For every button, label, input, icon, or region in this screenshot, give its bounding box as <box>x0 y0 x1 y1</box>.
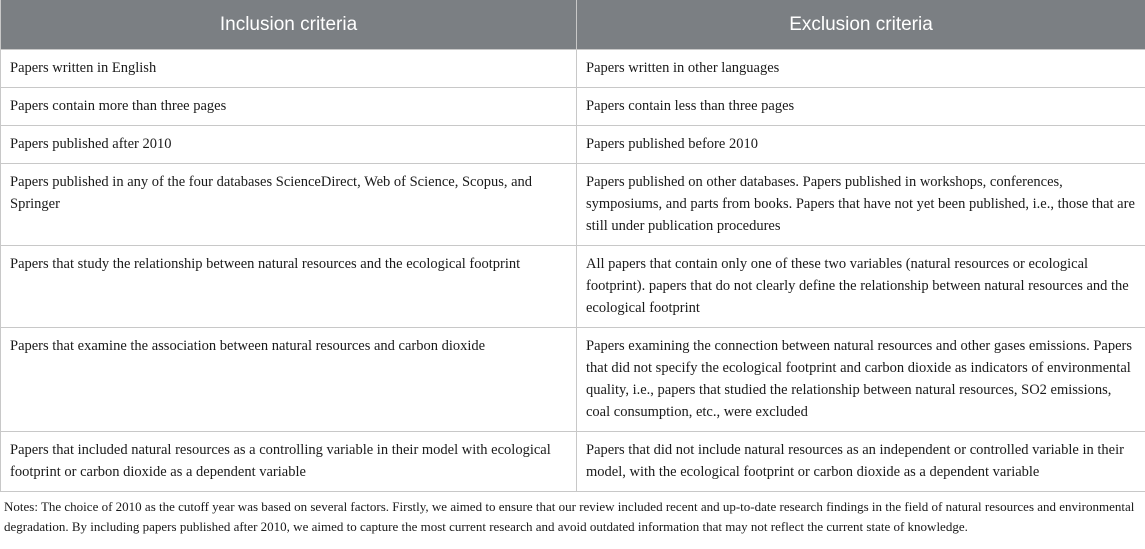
exclusion-cell: Papers that did not include natural resources as an independent or controlled variable in their model, with the ecological footprint or carbon dioxide as a dependent variable <box>577 432 1145 492</box>
inclusion-cell: Papers that examine the association between natural resources and carbon dioxide <box>1 328 577 432</box>
exclusion-cell: Papers published before 2010 <box>577 126 1145 164</box>
inclusion-cell: Papers published after 2010 <box>1 126 577 164</box>
table-row <box>1 88 1145 126</box>
table-row <box>1 126 1145 164</box>
inclusion-cell: Papers written in English <box>1 50 577 88</box>
table-notes: Notes: The choice of 2010 as the cutoff year was based on several factors. Firstly, we aimed to ensure that our review included recent and up-to-date research findings in the field of natural resources and environmental degradation. By including papers published after 2010, we aimed to capture the most current research and avoid outdated information that may not reflect the current state of knowledge. <box>4 499 1135 534</box>
table-row <box>1 246 1145 328</box>
exclusion-cell: Papers written in other languages <box>577 50 1145 88</box>
table-row <box>1 432 1145 492</box>
header-exclusion-criteria: Exclusion criteria <box>577 0 1145 50</box>
inclusion-cell: Papers that included natural resources as a controlling variable in their model with ecological footprint or carbon dioxide as a dependent variable <box>1 432 577 492</box>
table-row <box>1 164 1145 246</box>
inclusion-cell: Papers that study the relationship between natural resources and the ecological footprint <box>1 246 577 328</box>
header-inclusion-criteria: Inclusion criteria <box>1 0 577 50</box>
exclusion-cell: Papers published on other databases. Papers published in workshops, conferences, symposiums, and parts from books. Papers that have not yet been published, i.e., those that are still under publication procedures <box>577 164 1145 246</box>
table-row <box>1 50 1145 88</box>
exclusion-cell: All papers that contain only one of these two variables (natural resources or ecological footprint). papers that do not clearly define the relationship between natural resources and the ecological footprint <box>577 246 1145 328</box>
exclusion-cell: Papers examining the connection between natural resources and other gases emissions. Papers that did not specify the ecological footprint and carbon dioxide as indicators of environmental quality, i.e., papers that studied the relationship between natural resources, SO2 emissions, coal consumption, etc., were excluded <box>577 328 1145 432</box>
inclusion-cell: Papers published in any of the four databases ScienceDirect, Web of Science, Scopus, and Springer <box>1 164 577 246</box>
inclusion-cell: Papers contain more than three pages <box>1 88 577 126</box>
table-row <box>1 328 1145 432</box>
exclusion-cell: Papers contain less than three pages <box>577 88 1145 126</box>
header-row <box>1 0 1145 50</box>
